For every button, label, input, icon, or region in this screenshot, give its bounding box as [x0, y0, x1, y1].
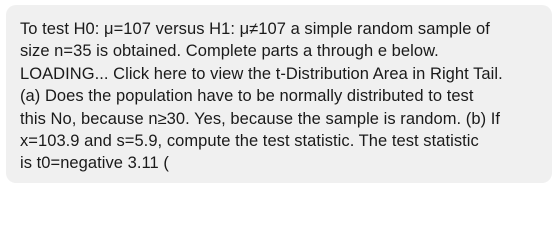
question-text [20, 18, 540, 175]
question-line: LOADING... Click here to view the t-Distribution Area in Right Tail. [20, 64, 503, 83]
question-line: x=103.9 and s=5.9, compute the test statistic. The test statistic [20, 132, 479, 151]
question-line: this No, because n≥30. Yes, because the sample is random. (b) If [20, 109, 501, 128]
question-line: size n=35 is obtained. Complete parts a through e below. [20, 42, 439, 61]
question-line: (a) Does the population have to be normally distributed to test [20, 87, 474, 106]
question-line: is t0=negative 3.11 ( [20, 154, 169, 173]
question-line: To test H0: μ=107 versus H1: μ≠107 a simple random sample of [20, 20, 490, 38]
question-card [6, 5, 552, 183]
